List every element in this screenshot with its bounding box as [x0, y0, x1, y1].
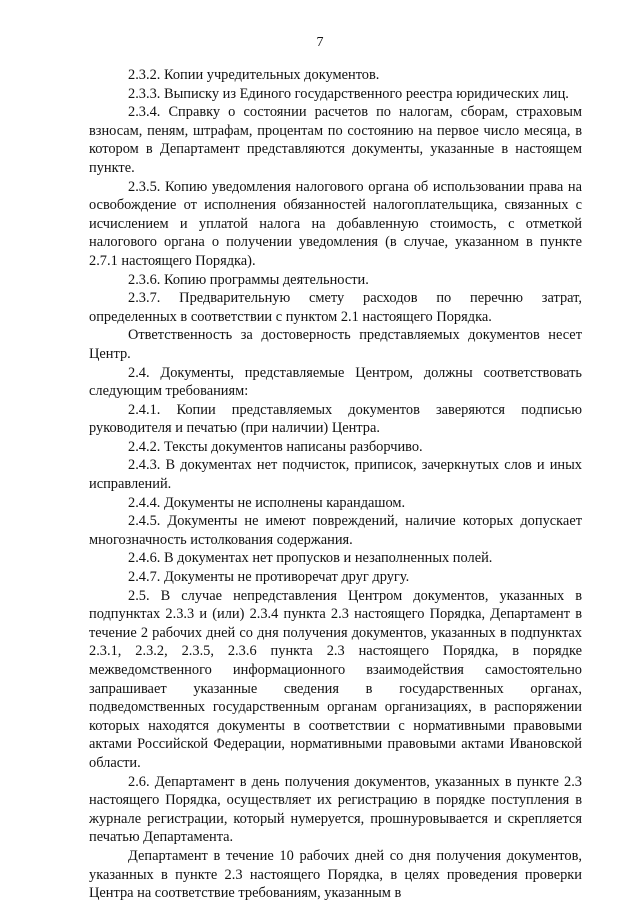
paragraph-2-3-5: 2.3.5. Копию уведомления налогового органа об использовании права на освобождение от исполнения обязанностей налогоплательщика, связанных с исчислением и уплатой налога на добавленную стоимость, с отметкой налогового органа о получении уведомления (в случае, указанном в пункте 2.7.1 настоящего Порядка).: [89, 178, 582, 269]
paragraph-2-4-7: 2.4.7. Документы не противоречат друг другу.: [128, 569, 410, 586]
paragraph-2-3-7: 2.3.7. Предварительную смету расходов по перечню затрат, определенных в соответствии с пунктом 2.1 настоящего Порядка.: [89, 290, 582, 325]
paragraph-2-3-4: 2.3.4. Справку о состоянии расчетов по налогам, сборам, страховым взносам, пеням, штрафам, процентам по состоянию на первое число месяца, в котором в Департамент представляются документы, указанные в настоящем пункте.: [89, 104, 582, 176]
paragraph-2-6: 2.6. Департамент в день получения документов, указанных в пункте 2.3 настоящего Порядка, осуществляет их регистрацию в порядке поступления в журнале регистрации, который нумеруется, прошнуровывается и скрепляется печатью Департамента.: [89, 773, 582, 846]
paragraph-2-4: 2.4. Документы, представляемые Центром, должны соответствовать следующим требованиям:: [89, 364, 582, 400]
paragraph-2-4-1: 2.4.1. Копии представляемых документов заверяются подписью руководителя и печатью (при наличии) Центра.: [89, 401, 582, 437]
paragraph-2-4-3: 2.4.3. В документах нет подчисток, приписок, зачеркнутых слов и иных исправлений.: [89, 457, 582, 493]
paragraph-2-4-2: 2.4.2. Тексты документов написаны разборчиво.: [128, 438, 423, 455]
paragraph-department-check: Департамент в течение 10 рабочих дней со дня получения документов, указанных в пункте 2.3 настоящего Порядка, в целях проведения проверки Центра на соответствие требованиям, указанным в: [89, 847, 582, 902]
paragraph-2-4-5: 2.4.5. Документы не имеют повреждений, наличие которых допускает многозначность истолкования содержания.: [89, 513, 582, 548]
document-body: [89, 66, 582, 903]
paragraph-2-3-6: 2.3.6. Копию программы деятельности.: [128, 271, 369, 288]
paragraph-2-3-3: 2.3.3. Выписку из Единого государственного реестра юридических лиц.: [128, 85, 569, 102]
paragraph-2-5: 2.5. В случае непредставления Центром документов, указанных в подпунктах 2.3.3 и (или) 2.3.4 пункта 2.3 настоящего Порядка, Департамент в течение 2 рабочих дней со дня получения документов, указанных в подпунктах 2.3.1, 2.3.2, 2.3.5, 2.3.6 пункта 2.3 настоящего Порядка, в порядке межведомственного информационного взаимодействия самостоятельно запрашивает указанные сведения в государственных органах, подведомственных государственным органам организациях, в распоряжении которых находятся документы в соответствии с нормативными правовыми актами Российской Федерации, нормативными правовыми актами Ивановской области.: [89, 587, 582, 771]
paragraph-2-3-2: 2.3.2. Копии учредительных документов.: [128, 67, 380, 83]
paragraph-2-4-6: 2.4.6. В документах нет пропусков и незаполненных полей.: [128, 550, 493, 567]
page-number: 7: [316, 35, 324, 50]
paragraph-2-4-4: 2.4.4. Документы не исполнены карандашом.: [128, 494, 406, 511]
paragraph-responsibility: Ответственность за достоверность представляемых документов несет Центр.: [89, 327, 582, 362]
